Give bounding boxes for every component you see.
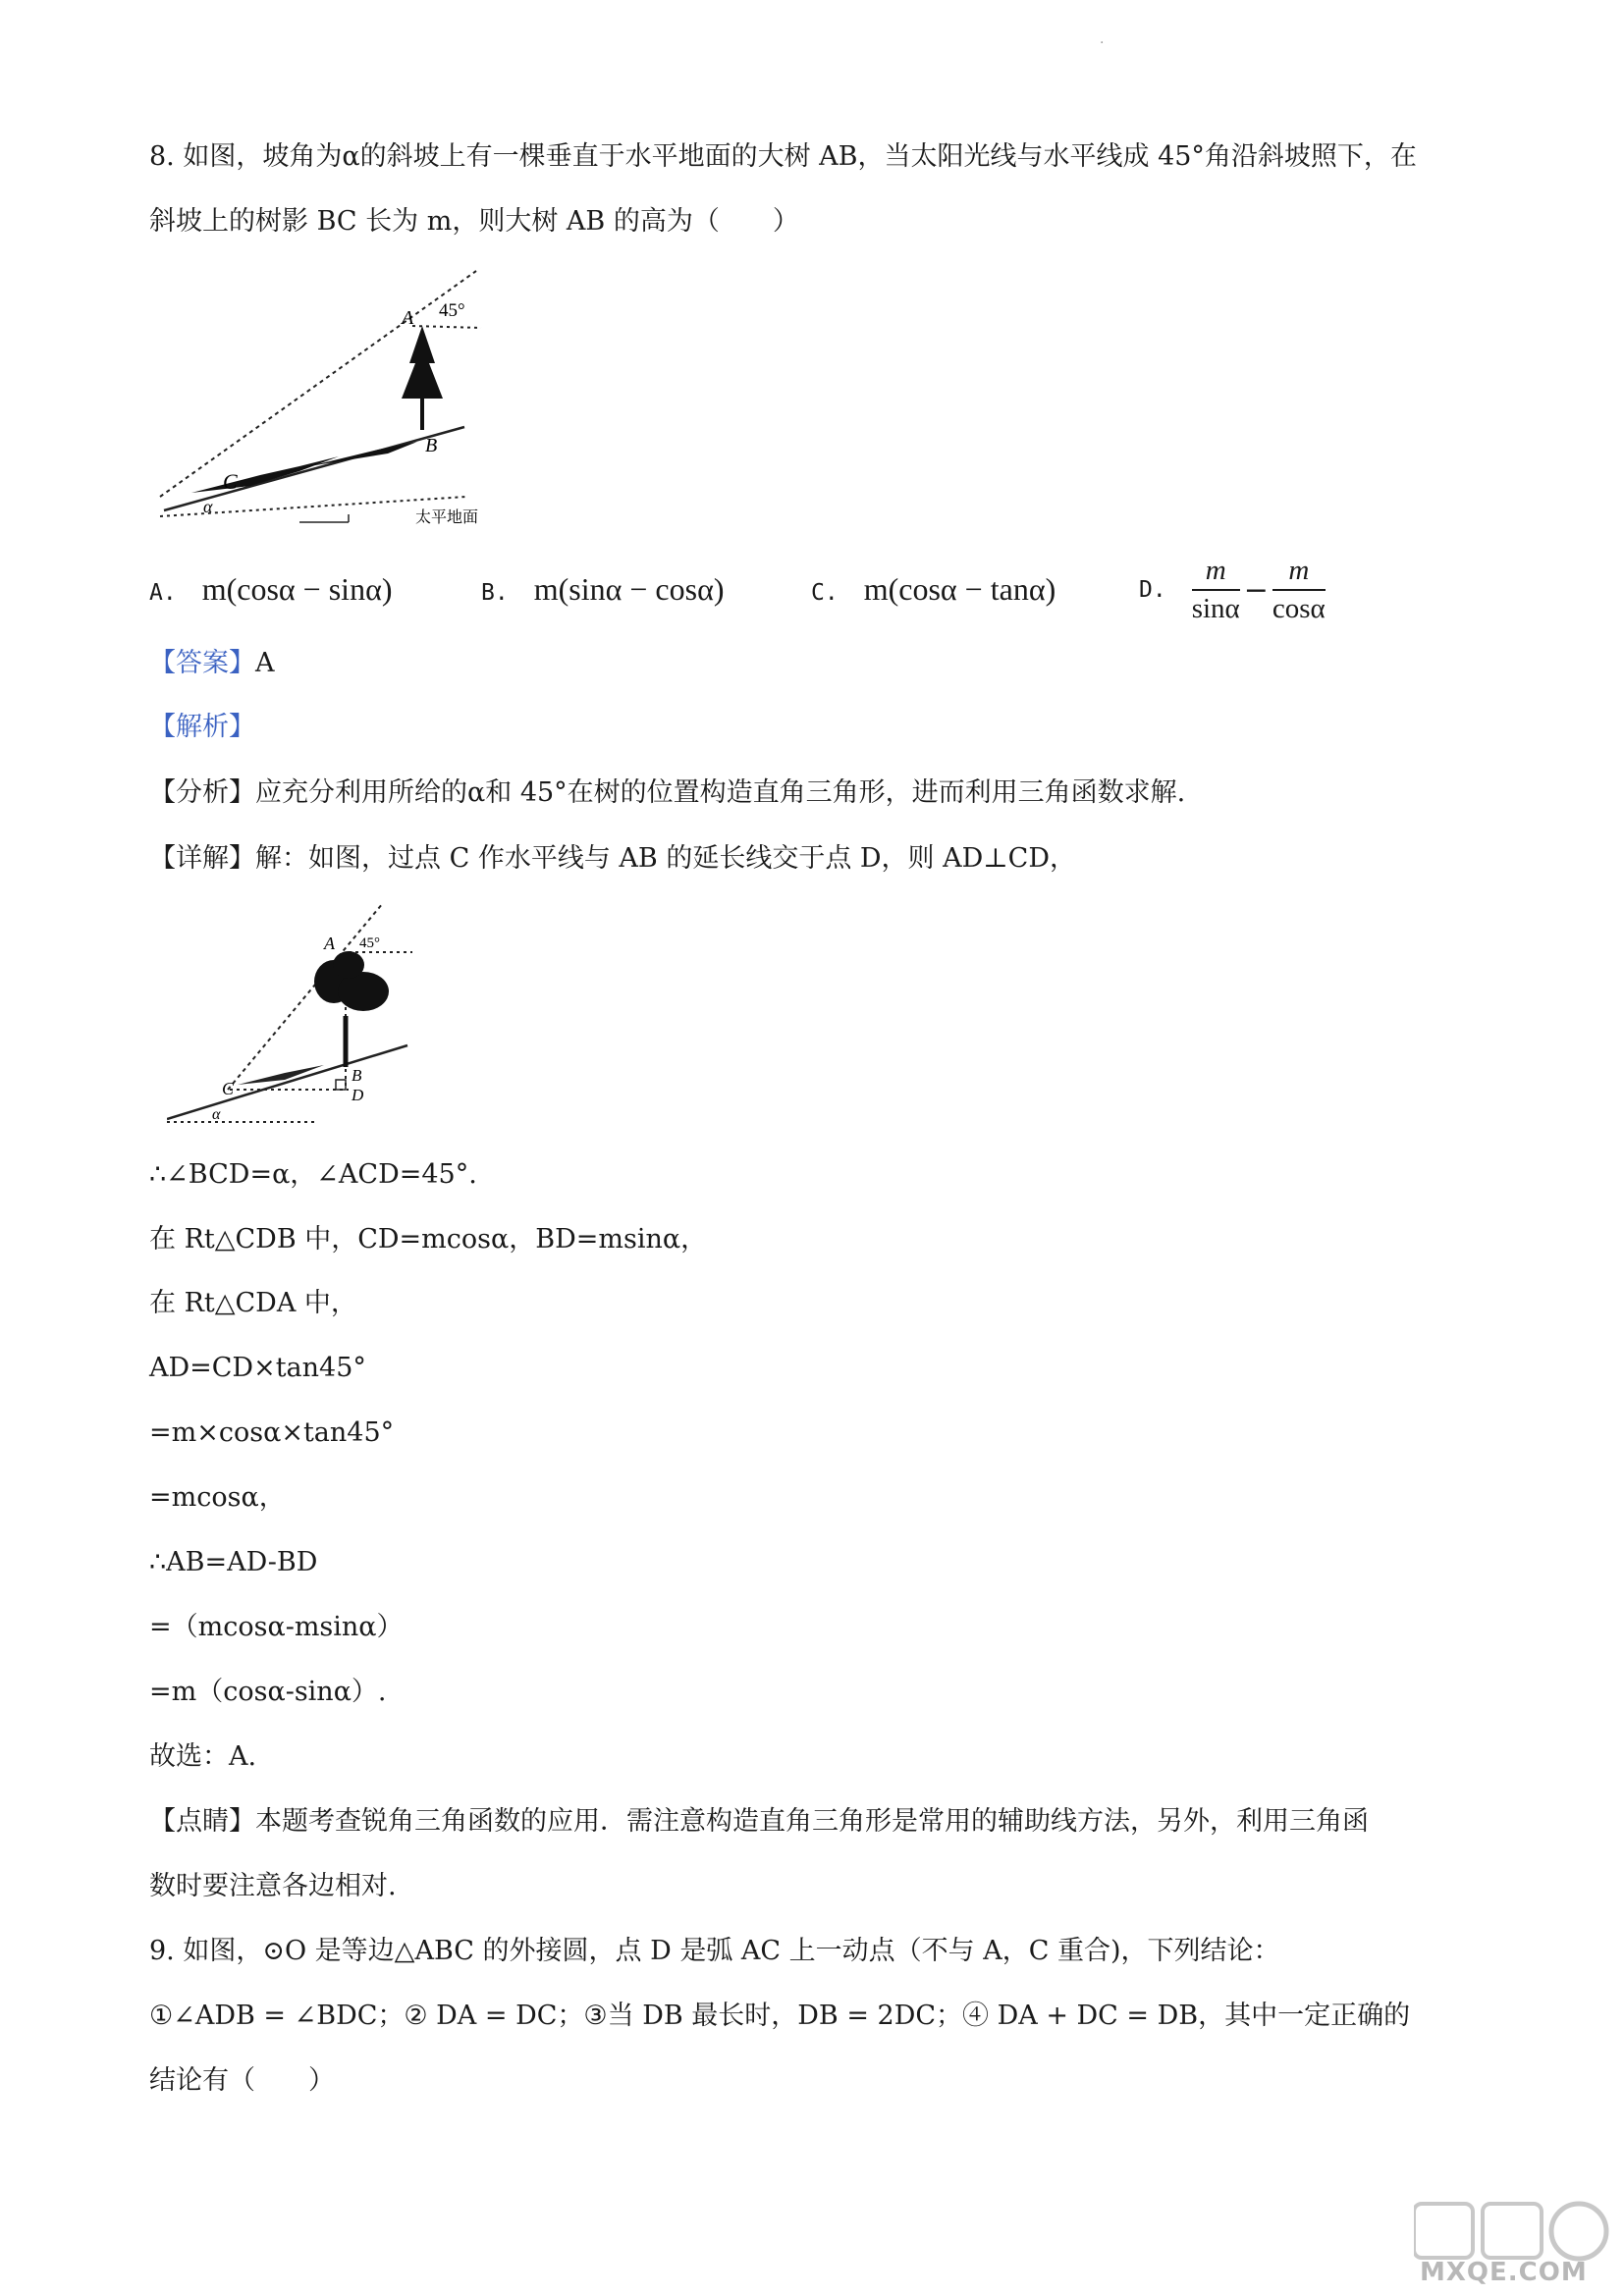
dianjing-tag: 【点睛】 [149, 1806, 255, 1837]
option-c-letter: C. [811, 580, 839, 606]
q8-option-d[interactable] [1139, 555, 1326, 625]
q9-stem-line-3: 结论有（ ） [149, 2065, 335, 2096]
dianjing-line-2: 数时要注意各边相对. [149, 1871, 397, 1901]
page-mark: · [1100, 35, 1105, 51]
xiangjie-tag: 【详解】 [149, 843, 255, 874]
fig2-label-d: D [352, 1086, 364, 1104]
fig1-label-ground: 太平地面 [415, 509, 479, 526]
fenxi-text: 应充分利用所给的α和 45°在树的位置构造直角三角形，进而利用三角函数求解. [255, 777, 1186, 808]
fenxi-line [149, 774, 1185, 813]
fig1-label-b: B [425, 435, 438, 456]
q8-option-b[interactable] [481, 571, 724, 608]
q8-stem-line-2: 斜坡上的树影 BC 长为 m，则大树 AB 的高为（ ） [149, 206, 799, 237]
dianjing-text: 本题考查锐角三角函数的应用．需注意构造直角三角形是常用的辅助线方法，另外，利用三角函 [255, 1806, 1369, 1837]
fig2-label-alpha: α [212, 1106, 221, 1123]
q9-stem-line-2: ①∠ADB = ∠BDC；② DA = DC；③当 DB 最长时，DB = 2DC；④ DA + DC = DB，其中一定正确的 [149, 2001, 1411, 2031]
fig1-label-a: A [402, 307, 414, 329]
answer-tag: 【答案】 [149, 648, 255, 678]
step-4: AD=CD×tan45° [149, 1353, 366, 1383]
step-3: 在 Rt△CDA 中， [149, 1288, 357, 1318]
step-10: 故选：A. [149, 1741, 257, 1772]
option-d-fraction-1: $\frac{m}{\sin\alpha}$ [1191, 555, 1240, 624]
answer-value: A [255, 648, 275, 678]
answer-line [149, 644, 275, 683]
dianjing-line-1 [149, 1802, 1369, 1842]
option-a-expression: m(cosα − sinα) [201, 571, 393, 607]
analysis-tag: 【解析】 [149, 712, 255, 742]
q8-figure-slope-tree [152, 265, 496, 530]
step-5: =m×cosα×tan45° [149, 1417, 395, 1448]
fig2-label-c: C [222, 1079, 235, 1098]
fig2-label-a: A [324, 934, 335, 953]
q8-option-c[interactable] [811, 571, 1056, 608]
option-c-expression: m(cosα − tanα) [863, 571, 1056, 607]
step-9: =m（cosα-sinα）. [149, 1677, 387, 1707]
step-7: ∴AB=AD-BD [149, 1547, 318, 1577]
option-a-letter: A. [149, 580, 177, 606]
fenxi-tag: 【分析】 [149, 777, 255, 808]
option-b-expression: m(sinα − cosα) [533, 571, 725, 607]
xiangjie-line [149, 839, 1076, 879]
q8-stem-line-1: 8. 如图，坡角为α的斜坡上有一棵垂直于水平地面的大树 AB，当太阳光线与水平线成 45°角沿斜坡照下，在 [149, 141, 1417, 172]
option-d-minus: − [1243, 572, 1269, 608]
option-d-fraction-2: $\frac{m}{\cos\alpha}$ [1272, 555, 1326, 624]
fig2-label-b: B [352, 1066, 362, 1085]
xiangjie-text: 解：如图，过点 C 作水平线与 AB 的延长线交于点 D，则 AD⊥CD， [255, 843, 1076, 874]
fig1-label-alpha: α [203, 497, 213, 516]
fig1-label-45deg: 45° [439, 300, 465, 321]
step-6: =mcosα， [149, 1482, 286, 1513]
q9-stem-line-1: 9. 如图，⊙O 是等边△ABC 的外接圆，点 D 是弧 AC 上一动点（不与 A，C 重合)，下列结论： [149, 1936, 1280, 1966]
fig1-label-c: C [223, 469, 238, 494]
fig2-label-45deg: 45° [359, 935, 380, 951]
watermark-text: MXQE.COM [1420, 2258, 1588, 2287]
step-1: ∴∠BCD=α，∠ACD=45°. [149, 1159, 477, 1190]
option-d-letter: D. [1139, 577, 1166, 603]
step-8: =（mcosα-msinα） [149, 1612, 404, 1642]
analysis-line [149, 708, 255, 747]
q8-figure-solution [167, 898, 422, 1129]
option-b-letter: B. [481, 580, 509, 606]
q8-option-a[interactable] [149, 571, 392, 608]
step-2: 在 Rt△CDB 中，CD=mcosα，BD=msinα， [149, 1224, 708, 1255]
